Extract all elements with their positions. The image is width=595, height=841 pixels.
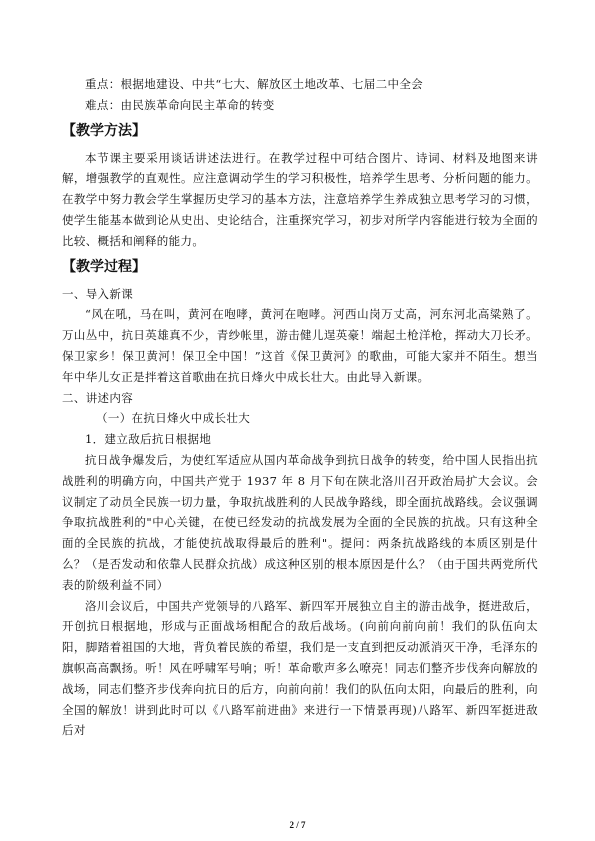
intro-paragraph: “风在吼，马在叫，黄河在咆哮，黄河在咆哮。河西山岗万丈高，河东河北高粱熟了。万山丛中，抗日英雄真不少，青纱帐里，游击健儿逞英豪！端起土枪洋枪，挥动大刀长矛。保卫家乡！保卫黄河！保卫全中国！”这首《保卫黄河》的歌曲，可能大家并不陌生。想当年中华儿女正是拌着这首歌曲在抗日烽火中成长壮大。由此导入新课。 <box>62 307 538 384</box>
methods-paragraph: 本节课主要采用谈话讲述法进行。在教学过程中可结合图片、诗词、材料及地图来讲解，增强教学的直观性。应注意调动学生的学习积极性，培养学生思考、分析问题的能力。在教学中努力教会学生掌握历史学习的基本方法，注意培养学生养成独立思考学习的习惯，使学生能基本做到论从史出、史论结合，注重探究学习，初步对所学内容能进行较为全面的比较、概括和阐释的能力。 <box>62 150 538 248</box>
body-paragraph-1: 抗日战争爆发后，为使红军适应从国内革命战争到抗日战争的转变，给中国人民指出抗战胜利的明确方向，中国共产党于 1937 年 8 月下旬在陕北洛川召开政治局扩大会议。会议制定了动员全民族一切力量，争取抗战胜利的人民战争路线，即全面抗战路线。会议强调争取抗战胜利的"中心关键，在使已经发动的抗战发展为全面的全民族的抗战。只有这种全面的全民族的抗战，才能使抗战取得最后的胜利"。提问：两条抗战路线的本质区别是什么？（是否发动和依靠人民群众抗战）成这种区别的根本原因是什么？（由于国共两党所代表的阶级利益不同） <box>62 452 538 592</box>
body-paragraph-2: 洛川会议后，中国共产党领导的八路军、新四军开展独立自主的游击战争，挺进敌后，开创抗日根据地，形成与正面战场相配合的敌后战场。(向前向前向前！我们的队伍向太阳，脚踏着祖国的大地，背负着民族的希望，我们是一支直到把反动派消灭干净，毛泽东的旗帜高高飘扬。听！风在呼啸军号响；听！革命歌声多么嘹亮！同志们整齐步伐奔向解放的战场，同志们整齐步伐奔向抗日的后方，向前向前！我们的队伍向太阳，向最后的胜利，向全国的解放！讲到此时可以《八路军前进曲》来进行一下情景再现)八路军、新四军挺进敌后对 <box>62 598 538 738</box>
page-number: 2 / 7 <box>289 820 306 830</box>
section-content-heading: 二、讲述内容 <box>62 390 134 405</box>
subsection-heading: （一）在抗日烽火中成长壮大 <box>96 411 251 426</box>
key-points: 重点：根据地建设、中共“七大、解放区土地改革、七届二中全会 <box>85 77 424 91</box>
section-intro-heading: 一、导入新课 <box>62 286 134 301</box>
document-body <box>62 74 538 741</box>
difficulty-points: 难点：由民族革命向民主革命的转变 <box>85 97 275 112</box>
methods-heading: 【教学方法】 <box>62 122 146 139</box>
subsection-item-heading: 1．建立敌后抗日根据地 <box>85 432 212 447</box>
process-heading: 【教学过程】 <box>62 258 146 275</box>
